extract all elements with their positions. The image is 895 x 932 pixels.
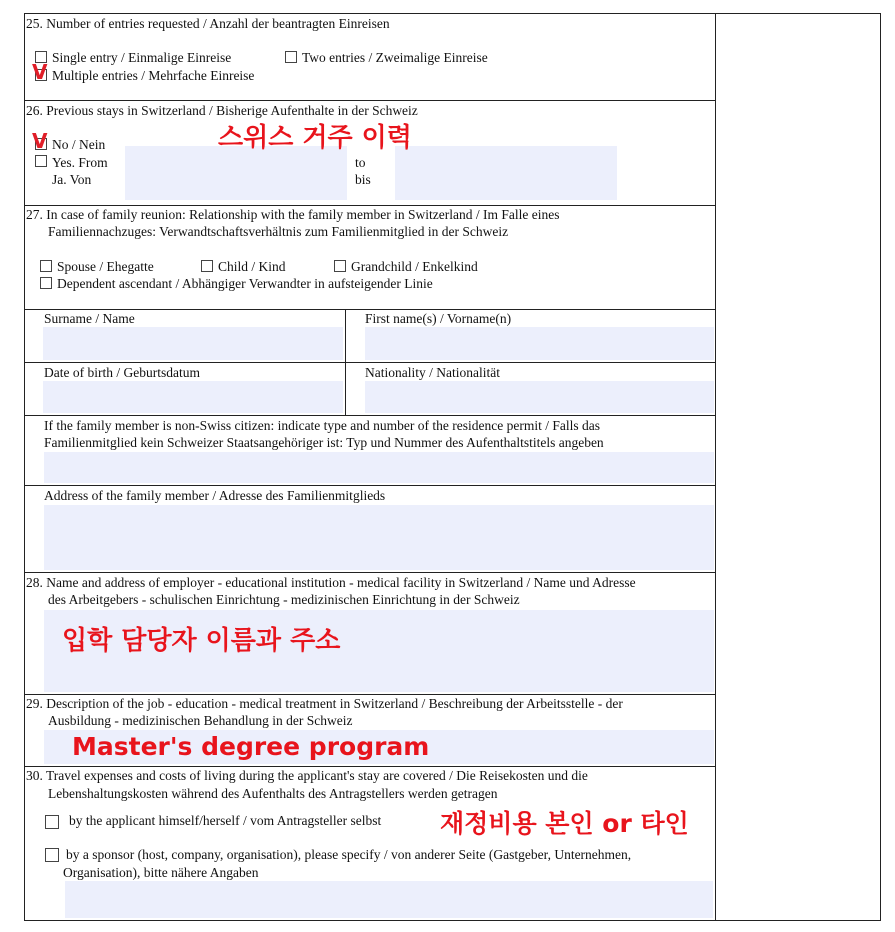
q30-title-2: Lebenshaltungskosten während des Aufenthalts des Antragstellers werden getragen: [48, 786, 498, 801]
q30-sponsor-label-1: by a sponsor (host, company, organisation), please specify / von anderer Seite (Gastgeber, Unternehmen,: [66, 847, 632, 862]
q27-address-label: Address of the family member / Adresse des Familienmitglieds: [44, 488, 386, 503]
q25-two-label: Two entries / Zweimalige Einreise: [302, 50, 488, 65]
q26-annotation: 스위스 거주 이력: [218, 123, 412, 153]
q26-to-field[interactable]: [395, 146, 617, 200]
divider-permit-address: [24, 485, 715, 486]
q27-spouse-label: Spouse / Ehegatte: [57, 259, 154, 274]
q29-title-2: Ausbildung - medizinischen Behandlung in der Schweiz: [48, 713, 353, 728]
q27-child-checkbox[interactable]: [201, 260, 213, 272]
q30-applicant-label: by the applicant himself/herself / vom Antragsteller selbst: [69, 813, 382, 828]
q30-sponsor-field[interactable]: [65, 881, 713, 918]
q30-annotation: 재정비용 본인 or 타인: [440, 809, 689, 838]
q27-permit-label-2: Familienmitglied kein Schweizer Staatsangehöriger ist: Typ und Nummer des Aufenthaltstitels angeben: [44, 435, 604, 450]
q30-sponsor-label-2: Organisation), bitte nähere Angaben: [63, 865, 259, 880]
q28-annotation: 입학 담당자 이름과 주소: [62, 626, 341, 656]
divider-names-dob: [24, 362, 715, 363]
q27-grandchild-checkbox[interactable]: [334, 260, 346, 272]
q25-single-label: Single entry / Einmalige Einreise: [52, 50, 232, 65]
q27-firstname-field[interactable]: [365, 327, 714, 360]
q26-title: 26. Previous stays in Switzerland / Bisherige Aufenthalte in der Schweiz: [26, 103, 418, 118]
divider-address-28: [24, 572, 715, 573]
q27-child-label: Child / Kind: [218, 259, 286, 274]
divider-dob-permit: [24, 415, 715, 416]
q30-title-1: 30. Travel expenses and costs of living during the applicant's stay are covered / Die Reisekosten und die: [26, 768, 588, 783]
q27-title-2: Familiennachzuges: Verwandtschaftsverhältnis zum Familienmitglied in der Schweiz: [48, 224, 509, 239]
q27-title-1: 27. In case of family reunion: Relationship with the family member in Switzerland / Im Falle eines: [26, 207, 560, 222]
q26-from-field[interactable]: [125, 146, 347, 200]
q25-multiple-label: Multiple entries / Mehrfache Einreise: [52, 68, 255, 83]
q26-no-checkmark: V: [32, 129, 48, 153]
q25-multiple-checkmark: V: [32, 60, 48, 84]
q27-address-field[interactable]: [44, 505, 714, 570]
q27-dob-field[interactable]: [43, 381, 343, 413]
q29-value: Master's degree program: [72, 732, 430, 761]
q30-applicant-checkbox[interactable]: [45, 815, 59, 829]
q26-yes-label-1: Yes. From: [52, 155, 108, 170]
q27-permit-field[interactable]: [44, 452, 714, 483]
names-column-divider: [345, 309, 346, 415]
q27-nationality-field[interactable]: [365, 381, 714, 413]
border-top: [24, 13, 881, 14]
q26-yes-label-2: Ja. Von: [52, 172, 92, 187]
q25-two-checkbox[interactable]: [285, 51, 297, 63]
q26-no-label: No / Nein: [52, 137, 106, 152]
border-bottom: [24, 920, 881, 921]
column-divider: [715, 13, 716, 921]
q27-grandchild-label: Grandchild / Enkelkind: [351, 259, 478, 274]
q27-permit-label-1: If the family member is non-Swiss citizen: indicate type and number of the residence permit / Falls das: [44, 418, 600, 433]
q27-dependent-label: Dependent ascendant / Abhängiger Verwandter in aufsteigender Linie: [57, 276, 433, 291]
q27-dependent-checkbox[interactable]: [40, 277, 52, 289]
divider-25-26: [24, 100, 715, 101]
q27-dob-label: Date of birth / Geburtsdatum: [44, 365, 200, 380]
border-left: [24, 13, 25, 921]
q28-title-2: des Arbeitgebers - schulischen Einrichtung - medizinischen Einrichtung in der Schweiz: [48, 592, 520, 607]
q27-firstname-label: First name(s) / Vorname(n): [365, 311, 512, 326]
q26-to-label-2: bis: [355, 172, 371, 187]
q30-sponsor-checkbox[interactable]: [45, 848, 59, 862]
q26-yes-checkbox[interactable]: [35, 155, 47, 167]
q27-surname-label: Surname / Name: [44, 311, 135, 326]
q27-surname-field[interactable]: [43, 327, 343, 360]
q26-to-label-1: to: [355, 155, 366, 170]
q28-title-1: 28. Name and address of employer - educational institution - medical facility in Switzerland / Name und Adresse: [26, 575, 636, 590]
q25-title: 25. Number of entries requested / Anzahl der beantragten Einreisen: [26, 16, 390, 31]
q27-nationality-label: Nationality / Nationalität: [365, 365, 500, 380]
border-right: [880, 13, 881, 921]
q27-spouse-checkbox[interactable]: [40, 260, 52, 272]
q29-title-1: 29. Description of the job - education - medical treatment in Switzerland / Beschreibung der Arbeitsstelle - der: [26, 696, 623, 711]
